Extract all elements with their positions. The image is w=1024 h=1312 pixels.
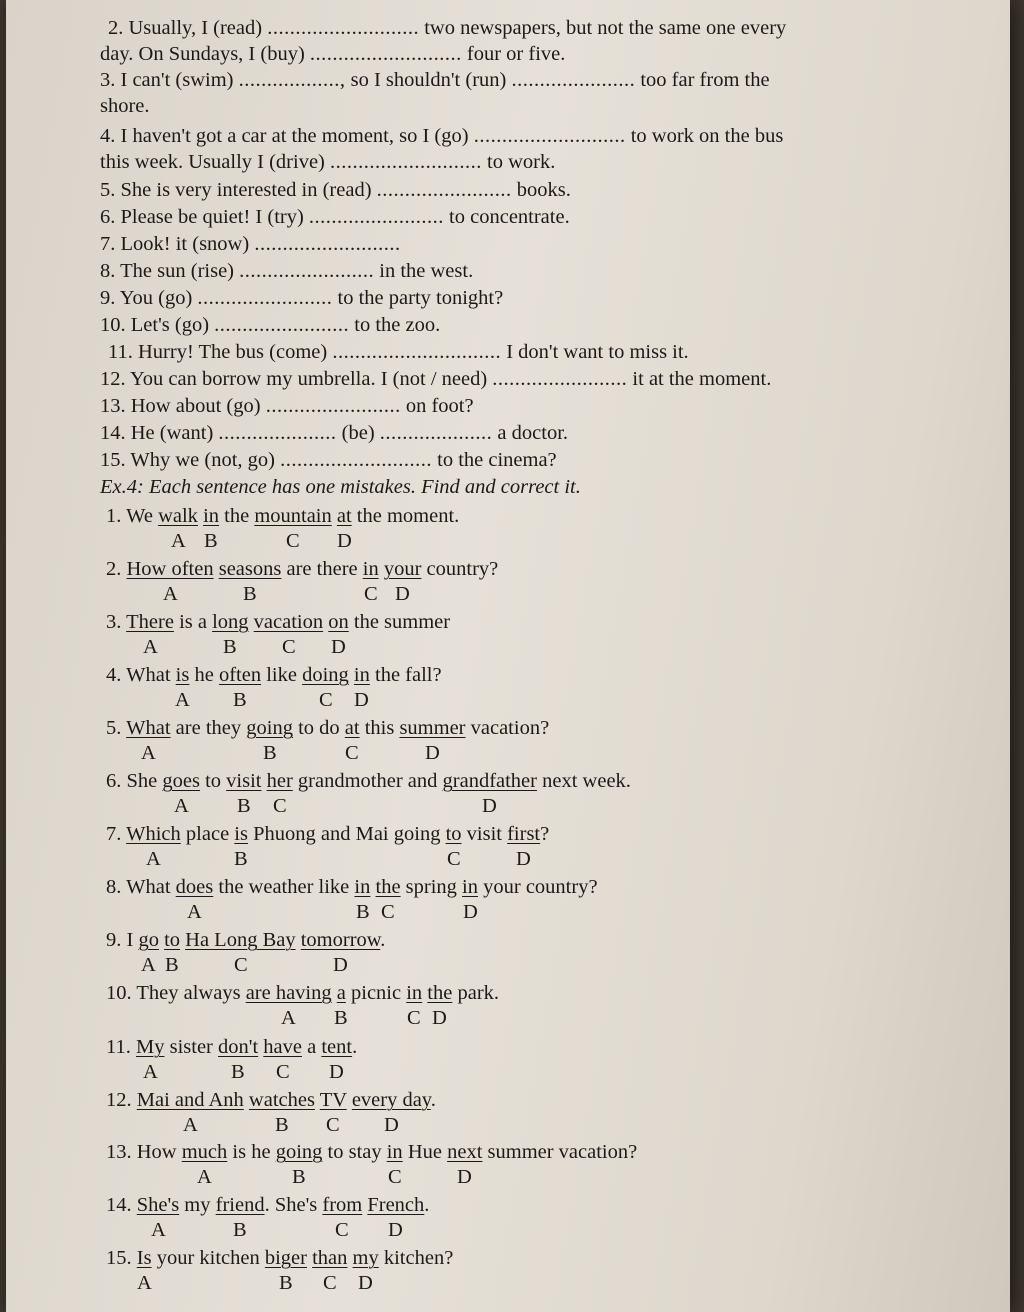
underlined-option-d: tent bbox=[321, 1036, 353, 1058]
underlined-option-d: my bbox=[352, 1247, 379, 1269]
ex3-line: 13. How about (go) ........................ on foot? bbox=[100, 395, 474, 417]
ex3-line: day. On Sundays, I (buy) ........................... four or five. bbox=[100, 43, 566, 65]
option-label-b: B bbox=[233, 1219, 247, 1241]
underlined-option-b: seasons bbox=[218, 558, 282, 580]
underlined-option-c: vacation bbox=[253, 611, 324, 633]
option-label-b: B bbox=[231, 1061, 245, 1083]
sentence-text: . bbox=[424, 1194, 430, 1216]
sentence-text: the fall? bbox=[369, 664, 442, 686]
option-label-b: B bbox=[279, 1272, 293, 1294]
sentence-text: Hue bbox=[402, 1141, 448, 1163]
question-9 bbox=[106, 928, 385, 952]
sentence-text: my bbox=[179, 1194, 216, 1216]
sentence-text: a bbox=[301, 1036, 322, 1058]
underlined-option-b: going bbox=[275, 1141, 323, 1163]
underlined-option-b: often bbox=[218, 664, 262, 686]
underlined-option-b: long bbox=[212, 611, 249, 633]
underlined-option-d: summer bbox=[399, 717, 466, 739]
option-label-b: B bbox=[234, 848, 248, 870]
ex3-line: 11. Hurry! The bus (come) .............................. I don't want to miss it. bbox=[108, 341, 689, 363]
option-label-a: A bbox=[281, 1007, 296, 1029]
question-4 bbox=[106, 663, 442, 687]
option-label-a: A bbox=[141, 742, 156, 764]
sentence-text: to do bbox=[292, 717, 345, 739]
underlined-option-c: TV bbox=[319, 1089, 347, 1111]
underlined-option-a: is bbox=[175, 664, 190, 686]
sentence-text: I bbox=[126, 929, 139, 951]
underlined-option-d: in bbox=[353, 664, 370, 686]
sentence-text: to bbox=[199, 770, 227, 792]
option-label-b: B bbox=[165, 954, 179, 976]
underlined-option-b: friend bbox=[215, 1194, 265, 1216]
option-label-d: D bbox=[331, 636, 346, 658]
option-label-a: A bbox=[187, 901, 202, 923]
question-number: 1. bbox=[106, 505, 127, 527]
question-number: 3. bbox=[106, 611, 127, 633]
sentence-text: grandmother and bbox=[292, 770, 443, 792]
underlined-option-d: first bbox=[507, 823, 541, 845]
ex3-line: 14. He (want) ..................... (be) .................... a doctor. bbox=[100, 422, 569, 444]
ex3-line: 9. You (go) ........................ to the party tonight? bbox=[100, 287, 504, 309]
option-label-c: C bbox=[286, 530, 300, 552]
ex3-line: 10. Let's (go) ........................ to the zoo. bbox=[100, 314, 441, 336]
option-label-c: C bbox=[388, 1166, 402, 1188]
option-label-c: C bbox=[447, 848, 461, 870]
option-label-c: C bbox=[323, 1272, 337, 1294]
sentence-text: Phuong and Mai going bbox=[247, 823, 446, 845]
option-label-a: A bbox=[137, 1272, 152, 1294]
underlined-option-d: your bbox=[383, 558, 422, 580]
sentence-text: We bbox=[126, 505, 159, 527]
sentence-text: the moment. bbox=[351, 505, 460, 527]
underlined-option-c: in bbox=[386, 1141, 403, 1163]
sentence-text: What bbox=[126, 664, 176, 686]
option-label-d: D bbox=[329, 1061, 344, 1083]
question-number: 4. bbox=[106, 664, 127, 686]
sentence-text: your country? bbox=[478, 876, 598, 898]
underlined-option-c: than bbox=[312, 1247, 348, 1269]
option-label-d: D bbox=[333, 954, 348, 976]
worksheet-page bbox=[6, 0, 1010, 1312]
option-label-c: C bbox=[326, 1114, 340, 1136]
question-2 bbox=[106, 557, 498, 581]
exercise-4-title: Ex.4: Each sentence has one mistakes. Find and correct it. bbox=[100, 476, 581, 498]
ex3-line: 6. Please be quiet! I (try) ........................ to concentrate. bbox=[100, 206, 570, 228]
question-number: 9. bbox=[106, 929, 127, 951]
question-number: 11. bbox=[106, 1036, 136, 1058]
question-7 bbox=[106, 822, 549, 846]
underlined-option-c: in bbox=[406, 982, 423, 1004]
option-label-a: A bbox=[146, 848, 161, 870]
underlined-option-a: walk bbox=[158, 505, 198, 527]
underlined-option-b: is bbox=[234, 823, 248, 845]
question-number: 14. bbox=[106, 1194, 137, 1216]
option-label-d: D bbox=[395, 583, 410, 605]
option-label-c: C bbox=[407, 1007, 421, 1029]
underlined-option-c: at bbox=[344, 717, 360, 739]
sentence-text: . She's bbox=[264, 1194, 323, 1216]
underlined-option-d: French bbox=[367, 1194, 425, 1216]
option-label-b: B bbox=[233, 689, 247, 711]
option-label-b: B bbox=[334, 1007, 348, 1029]
underlined-option-a: much bbox=[181, 1141, 228, 1163]
underlined-option-a: Mai and Anh bbox=[136, 1089, 244, 1111]
sentence-text: the weather like bbox=[213, 876, 355, 898]
sentence-text: to stay bbox=[322, 1141, 387, 1163]
underlined-option-c: in bbox=[362, 558, 379, 580]
sentence-text: place bbox=[180, 823, 235, 845]
question-12 bbox=[106, 1088, 436, 1112]
sentence-text: She bbox=[126, 770, 163, 792]
option-label-a: A bbox=[143, 636, 158, 658]
ex3-line: 8. The sun (rise) ........................ in the west. bbox=[100, 260, 474, 282]
sentence-text: the bbox=[219, 505, 255, 527]
underlined-option-c: mountain bbox=[254, 505, 332, 527]
option-label-a: A bbox=[141, 954, 156, 976]
option-label-c: C bbox=[276, 1061, 290, 1083]
underlined-option-b: in bbox=[203, 505, 220, 527]
underlined-option-a: What bbox=[126, 717, 171, 739]
question-number: 13. bbox=[106, 1141, 137, 1163]
sentence-text: are there bbox=[281, 558, 363, 580]
ex3-line: 4. I haven't got a car at the moment, so I (go) ........................... to work on the bus bbox=[100, 125, 784, 147]
sentence-text: . bbox=[352, 1036, 358, 1058]
option-label-b: B bbox=[292, 1166, 306, 1188]
question-number: 2. bbox=[106, 558, 127, 580]
underlined-option-b: to bbox=[164, 929, 181, 951]
option-label-a: A bbox=[151, 1219, 166, 1241]
ex3-line: 5. She is very interested in (read) ........................ books. bbox=[100, 179, 571, 201]
underlined-option-c: Ha Long Bay bbox=[185, 929, 296, 951]
option-label-d: D bbox=[516, 848, 531, 870]
underlined-option-c: have bbox=[263, 1036, 302, 1058]
underlined-option-c: her bbox=[266, 770, 293, 792]
option-label-d: D bbox=[425, 742, 440, 764]
option-label-c: C bbox=[335, 1219, 349, 1241]
option-label-c: C bbox=[319, 689, 333, 711]
sentence-text: spring bbox=[400, 876, 463, 898]
ex3-line: shore. bbox=[100, 95, 150, 117]
underlined-option-c: to bbox=[445, 823, 462, 845]
question-11 bbox=[106, 1035, 357, 1059]
sentence-text: . bbox=[380, 929, 386, 951]
option-label-b: B bbox=[204, 530, 218, 552]
sentence-text: the summer bbox=[348, 611, 451, 633]
option-label-b: B bbox=[237, 795, 251, 817]
underlined-option-d: every day bbox=[351, 1089, 431, 1111]
sentence-text: kitchen? bbox=[378, 1247, 454, 1269]
option-label-c: C bbox=[234, 954, 248, 976]
underlined-option-a: does bbox=[175, 876, 214, 898]
underlined-option-d: grandfather bbox=[442, 770, 537, 792]
underlined-option-d: the bbox=[427, 982, 453, 1004]
underlined-option-c: the bbox=[375, 876, 401, 898]
option-label-b: B bbox=[356, 901, 370, 923]
option-label-c: C bbox=[345, 742, 359, 764]
sentence-text: summer vacation? bbox=[482, 1141, 638, 1163]
underlined-option-b: a bbox=[336, 982, 346, 1004]
underlined-option-d: in bbox=[462, 876, 478, 898]
underlined-option-a: Which bbox=[126, 823, 181, 845]
sentence-text: park. bbox=[452, 982, 500, 1004]
option-label-b: B bbox=[263, 742, 277, 764]
question-number: 6. bbox=[106, 770, 127, 792]
sentence-text: They always bbox=[136, 982, 246, 1004]
underlined-option-a: How often bbox=[126, 558, 214, 580]
ex3-line: 15. Why we (not, go) ........................... to the cinema? bbox=[100, 449, 557, 471]
question-number: 15. bbox=[106, 1247, 137, 1269]
option-label-d: D bbox=[384, 1114, 399, 1136]
question-8 bbox=[106, 875, 598, 899]
sentence-text: is he bbox=[227, 1141, 276, 1163]
underlined-option-b: visit bbox=[226, 770, 262, 792]
sentence-text: are they bbox=[170, 717, 247, 739]
option-label-c: C bbox=[364, 583, 378, 605]
underlined-option-a: There bbox=[126, 611, 174, 633]
underlined-option-c: from bbox=[322, 1194, 363, 1216]
option-label-d: D bbox=[457, 1166, 472, 1188]
underlined-option-d: next bbox=[447, 1141, 483, 1163]
underlined-option-a: goes bbox=[162, 770, 200, 792]
option-label-a: A bbox=[183, 1114, 198, 1136]
option-label-d: D bbox=[337, 530, 352, 552]
sentence-text: is a bbox=[173, 611, 213, 633]
question-6 bbox=[106, 769, 631, 793]
question-1 bbox=[106, 504, 459, 528]
sentence-text: vacation? bbox=[465, 717, 550, 739]
ex3-line: 3. I can't (swim) .................., so I shouldn't (run) ...................... too far from the bbox=[100, 69, 770, 91]
underlined-option-d: at bbox=[336, 505, 352, 527]
question-3 bbox=[106, 610, 450, 634]
option-label-c: C bbox=[381, 901, 395, 923]
sentence-text: country? bbox=[421, 558, 499, 580]
option-label-c: C bbox=[282, 636, 296, 658]
option-label-a: A bbox=[174, 795, 189, 817]
question-number: 5. bbox=[106, 717, 127, 739]
sentence-text: ? bbox=[540, 823, 550, 845]
option-label-d: D bbox=[463, 901, 478, 923]
question-5 bbox=[106, 716, 549, 740]
ex3-line: 12. You can borrow my umbrella. I (not / need) ........................ it at the moment. bbox=[100, 368, 772, 390]
option-label-b: B bbox=[243, 583, 257, 605]
question-number: 7. bbox=[106, 823, 127, 845]
underlined-option-d: on bbox=[328, 611, 349, 633]
option-label-a: A bbox=[197, 1166, 212, 1188]
option-label-a: A bbox=[143, 1061, 158, 1083]
sentence-text: . bbox=[430, 1089, 436, 1111]
sentence-text: like bbox=[261, 664, 303, 686]
question-number: 8. bbox=[106, 876, 127, 898]
underlined-option-a: go bbox=[138, 929, 159, 951]
underlined-option-c: doing bbox=[302, 664, 349, 686]
question-15 bbox=[106, 1246, 453, 1270]
underlined-option-d: tomorrow bbox=[300, 929, 381, 951]
underlined-option-a: Is bbox=[136, 1247, 152, 1269]
ex3-line: this week. Usually I (drive) ........................... to work. bbox=[100, 151, 556, 173]
underlined-option-a: are having bbox=[245, 982, 332, 1004]
underlined-option-b: biger bbox=[264, 1247, 307, 1269]
sentence-text: What bbox=[126, 876, 176, 898]
option-label-d: D bbox=[388, 1219, 403, 1241]
underlined-option-b: don't bbox=[218, 1036, 259, 1058]
ex3-line: 2. Usually, I (read) ........................... two newspapers, but not the same one every bbox=[108, 17, 787, 39]
option-label-d: D bbox=[354, 689, 369, 711]
option-label-a: A bbox=[175, 689, 190, 711]
question-14 bbox=[106, 1193, 429, 1217]
question-10 bbox=[106, 981, 499, 1005]
underlined-option-a: She's bbox=[136, 1194, 180, 1216]
sentence-text: How bbox=[136, 1141, 182, 1163]
option-label-a: A bbox=[163, 583, 178, 605]
question-13 bbox=[106, 1140, 637, 1164]
sentence-text: next week. bbox=[537, 770, 631, 792]
underlined-option-b: watches bbox=[248, 1089, 315, 1111]
sentence-text: your kitchen bbox=[151, 1247, 265, 1269]
sentence-text: this bbox=[359, 717, 400, 739]
ex3-line: 7. Look! it (snow) .......................... bbox=[100, 233, 401, 255]
underlined-option-b: in bbox=[354, 876, 371, 898]
option-label-d: D bbox=[358, 1272, 373, 1294]
option-label-c: C bbox=[273, 795, 287, 817]
underlined-option-b: going bbox=[246, 717, 293, 739]
option-label-a: A bbox=[171, 530, 186, 552]
option-label-b: B bbox=[275, 1114, 289, 1136]
sentence-text: visit bbox=[461, 823, 508, 845]
question-number: 12. bbox=[106, 1089, 137, 1111]
option-label-d: D bbox=[482, 795, 497, 817]
option-label-d: D bbox=[432, 1007, 447, 1029]
sentence-text: he bbox=[189, 664, 219, 686]
sentence-text: sister bbox=[164, 1036, 219, 1058]
question-number: 10. bbox=[106, 982, 137, 1004]
option-label-b: B bbox=[223, 636, 237, 658]
sentence-text: picnic bbox=[345, 982, 407, 1004]
underlined-option-a: My bbox=[136, 1036, 165, 1058]
